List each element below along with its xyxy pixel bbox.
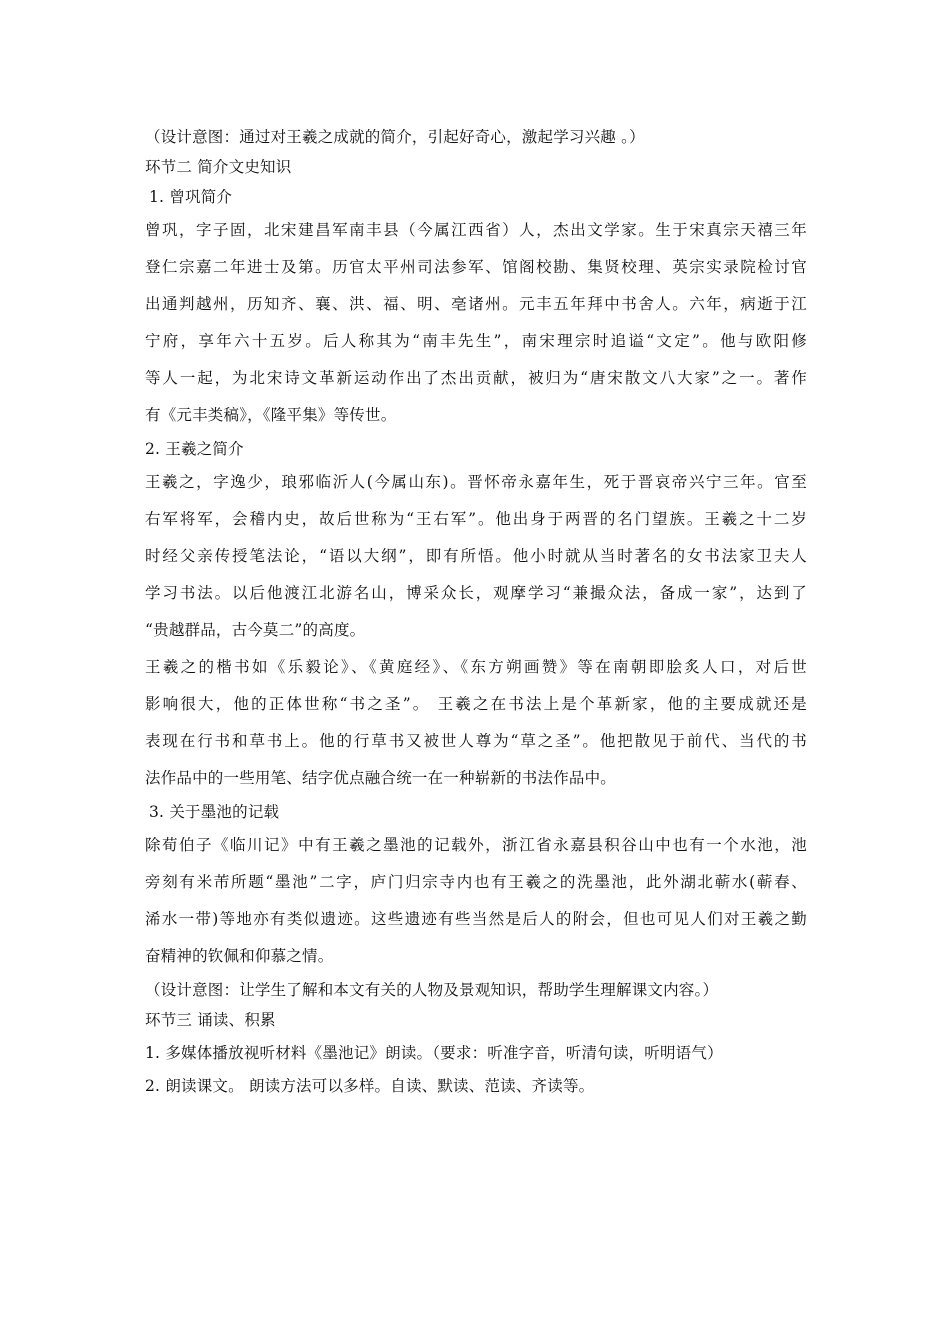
- design-note-2: （设计意图：让学生了解和本文有关的人物及景观知识，帮助学生理解课文内容。）: [145, 981, 719, 999]
- paragraph-line: 登仁宗嘉二年进士及第。历官太平州司法参军、馆阁校勘、集贤校理、英宗实录院检讨官: [145, 258, 807, 276]
- paragraph-line: 出通判越州，历知齐、襄、洪、福、明、亳诸州。元丰五年拜中书舍人。六年，病逝于江: [145, 295, 807, 313]
- wangxizhi-paragraph-2: [145, 649, 807, 797]
- paragraph-line: 王羲之，字逸少，琅邪临沂人(今属山东)。晋怀帝永嘉年生，死于晋哀帝兴宁三年。官至: [145, 473, 807, 491]
- section-3-title: 环节三 诵读、积累: [145, 1011, 276, 1029]
- paragraph-line: 王羲之的楷书如《乐毅论》、《黄庭经》、《东方朔画赞》等在南朝即脍炙人口，对后世: [145, 658, 807, 676]
- paragraph-line: 法作品中的一些用笔、结字优点融合统一在一种崭新的书法作品中。: [145, 769, 617, 787]
- paragraph-line: 宁府，享年六十五岁。后人称其为“南丰先生”，南宋理宗时追谥“文定”。他与欧阳修: [145, 332, 807, 350]
- paragraph-line: 等人一起，为北宋诗文革新运动作出了杰出贡献，被归为“唐宋散文八大家”之一。著作: [145, 369, 807, 387]
- paragraph-line: 曾巩，字子固，北宋建昌军南丰县（今属江西省）人，杰出文学家。生于宋真宗天禧三年: [145, 221, 807, 239]
- paragraph-line: 有《元丰类稿》，《隆平集》等传世。: [145, 406, 397, 424]
- subsection-1-title: 1. 曾巩简介: [149, 188, 233, 206]
- paragraph-line: 浠水一带)等地亦有类似遗迹。这些遗迹有些当然是后人的附会，但也可见人们对王羲之勤: [145, 910, 807, 928]
- paragraph-line: 旁刻有米芾所题“墨池”二字，庐门归宗寺内也有王羲之的洗墨池，此外湖北蕲水(蕲春、: [145, 873, 807, 891]
- mochi-paragraph: [145, 827, 807, 975]
- step-1: 1. 多媒体播放视听材料《墨池记》朗读。（要求：听准字音，听清句读，听明语气）: [145, 1044, 723, 1062]
- paragraph-line: 学习书法。以后他渡江北游名山，博采众长，观摩学习“兼撮众法，备成一家”，达到了: [145, 584, 807, 602]
- paragraph-line: 影响很大，他的正体世称“书之圣”。 王羲之在书法上是个革新家，他的主要成就还是: [145, 695, 807, 713]
- subsection-2-title: 2. 王羲之简介: [145, 440, 244, 458]
- paragraph-line: 右军将军，会稽内史，故后世称为“王右军”。他出身于两晋的名门望族。王羲之十二岁: [145, 510, 807, 528]
- paragraph-line: 奋精神的钦佩和仰慕之情。: [145, 947, 334, 965]
- paragraph-line: 除荀伯子《临川记》中有王羲之墨池的记载外，浙江省永嘉县积谷山中也有一个水池，池: [145, 836, 807, 854]
- zenggong-paragraph: [145, 212, 807, 434]
- step-2: 2. 朗读课文。 朗读方法可以多样。自读、默读、范读、齐读等。: [145, 1077, 595, 1095]
- section-2-title: 环节二 简介文史知识: [145, 158, 292, 176]
- paragraph-line: “贵越群品，古今莫二”的高度。: [145, 621, 366, 639]
- document-body: [145, 122, 807, 1101]
- paragraph-line: 时经父亲传授笔法论，“语以大纲”，即有所悟。他小时就从当时著名的女书法家卫夫人: [145, 547, 807, 565]
- paragraph-line: 表现在行书和草书上。他的行草书又被世人尊为“草之圣”。他把散见于前代、当代的书: [145, 732, 807, 750]
- subsection-3-title: 3. 关于墨池的记载: [149, 803, 280, 821]
- design-note-1: （设计意图：通过对王羲之成就的简介，引起好奇心，激起学习兴趣 。）: [145, 128, 645, 146]
- wangxizhi-paragraph-1: [145, 464, 807, 649]
